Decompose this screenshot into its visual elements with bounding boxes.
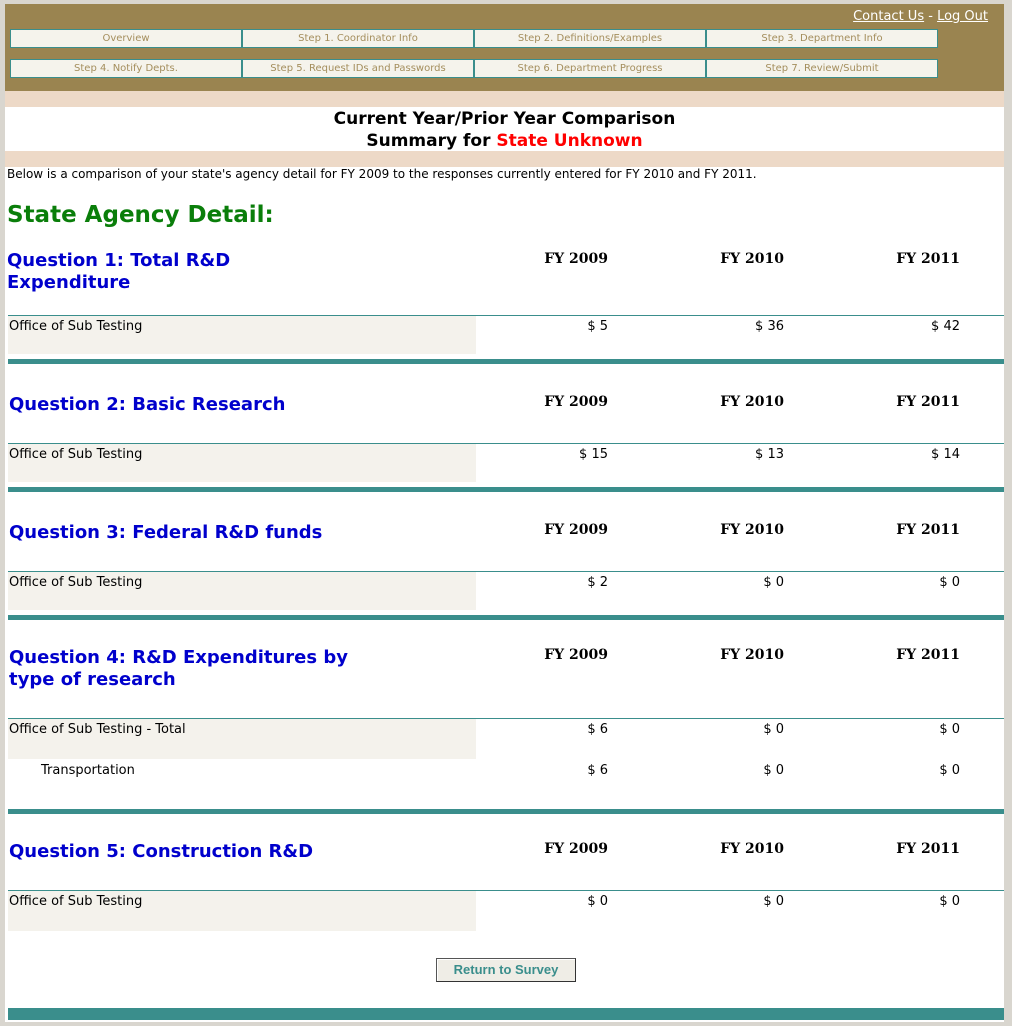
q3-fy2010-header: FY 2010: [720, 522, 784, 538]
q3-value-fy2011: $ 0: [939, 575, 960, 590]
intro-text: Below is a comparison of your state's agency detail for FY 2009 to the responses currently entered for FY 2010 and FY 2011.: [7, 167, 757, 181]
q1-value-fy2009: $ 5: [587, 319, 608, 334]
question-1-title-line1: Question 1: Total R&D: [7, 250, 231, 271]
question-3-title: Question 3: Federal R&D funds: [9, 522, 323, 543]
q2-fy2010-header: FY 2010: [720, 394, 784, 410]
q3-section-divider: [8, 615, 1004, 620]
q4-fy2010-header: FY 2010: [720, 647, 784, 663]
footer-bar: [8, 1008, 1004, 1020]
nav-step1-coordinator-info[interactable]: Step 1. Coordinator Info: [242, 29, 474, 48]
q4-section-divider: [8, 809, 1004, 814]
question-1-title-line2: Expenditure: [7, 272, 131, 293]
q5-row-label: Office of Sub Testing: [9, 894, 143, 909]
q5-value-fy2011: $ 0: [939, 894, 960, 909]
question-4-title: [9, 647, 348, 691]
page-title-line2: [5, 130, 1004, 152]
q4-row-total-label: Office of Sub Testing - Total: [9, 722, 186, 737]
q2-row-label: Office of Sub Testing: [9, 447, 143, 462]
q4-row-transportation-label: Transportation: [41, 763, 135, 778]
header-bar: [5, 4, 1004, 91]
q1-row-label: Office of Sub Testing: [9, 319, 143, 334]
question-2-title: Question 2: Basic Research: [9, 394, 286, 415]
q3-row-label: Office of Sub Testing: [9, 575, 143, 590]
nav-step6-department-progress[interactable]: Step 6. Department Progress: [474, 59, 706, 78]
page-frame: [5, 4, 1004, 1022]
agency-detail-heading: State Agency Detail:: [7, 202, 274, 228]
q4-total-fy2009: $ 6: [587, 722, 608, 737]
state-name: State Unknown: [496, 131, 643, 151]
q2-section-divider: [8, 487, 1004, 492]
q4-fy2011-header: FY 2011: [896, 647, 960, 663]
q4-transportation-fy2009: $ 6: [587, 763, 608, 778]
q5-fy2009-header: FY 2009: [544, 841, 608, 857]
q3-value-fy2010: $ 0: [763, 575, 784, 590]
q2-value-fy2009: $ 15: [579, 447, 608, 462]
nav-step4-notify-depts[interactable]: Step 4. Notify Depts.: [10, 59, 242, 78]
q5-value-fy2009: $ 0: [587, 894, 608, 909]
q3-value-fy2009: $ 2: [587, 575, 608, 590]
q1-fy2010-header: FY 2010: [720, 251, 784, 267]
question-5-title: Question 5: Construction R&D: [9, 841, 314, 862]
top-links: [853, 9, 988, 24]
nav-overview[interactable]: Overview: [10, 29, 242, 48]
q1-value-fy2010: $ 36: [755, 319, 784, 334]
q3-fy2009-header: FY 2009: [544, 522, 608, 538]
contact-us-link[interactable]: Contact Us: [853, 9, 925, 24]
q3-fy2011-header: FY 2011: [896, 522, 960, 538]
title-band-bottom: [5, 151, 1004, 167]
nav-step7-review-submit[interactable]: Step 7. Review/Submit: [706, 59, 938, 78]
q4-transportation-fy2010: $ 0: [763, 763, 784, 778]
nav-step5-request-ids[interactable]: Step 5. Request IDs and Passwords: [242, 59, 474, 78]
q5-fy2011-header: FY 2011: [896, 841, 960, 857]
title-band-top: [5, 91, 1004, 107]
q1-value-fy2011: $ 42: [931, 319, 960, 334]
q4-transportation-fy2011: $ 0: [939, 763, 960, 778]
summary-for-label: Summary for: [366, 131, 491, 151]
question-4-title-line2: type of research: [9, 669, 176, 690]
nav-step3-department-info[interactable]: Step 3. Department Info: [706, 29, 938, 48]
log-out-link[interactable]: Log Out: [937, 9, 988, 24]
nav-step2-definitions[interactable]: Step 2. Definitions/Examples: [474, 29, 706, 48]
q4-fy2009-header: FY 2009: [544, 647, 608, 663]
q2-value-fy2010: $ 13: [755, 447, 784, 462]
q2-fy2011-header: FY 2011: [896, 394, 960, 410]
question-1-title: [7, 250, 230, 294]
q2-fy2009-header: FY 2009: [544, 394, 608, 410]
q4-total-fy2011: $ 0: [939, 722, 960, 737]
q1-fy2011-header: FY 2011: [896, 251, 960, 267]
q5-value-fy2010: $ 0: [763, 894, 784, 909]
link-separator: -: [928, 9, 933, 24]
q1-section-divider: [8, 359, 1004, 364]
q1-fy2009-header: FY 2009: [544, 251, 608, 267]
page-title-line1: Current Year/Prior Year Comparison: [333, 109, 676, 129]
page-title: [5, 108, 1004, 152]
q2-value-fy2011: $ 14: [931, 447, 960, 462]
return-to-survey-button[interactable]: Return to Survey: [436, 958, 576, 982]
q5-fy2010-header: FY 2010: [720, 841, 784, 857]
q4-total-fy2010: $ 0: [763, 722, 784, 737]
question-4-title-line1: Question 4: R&D Expenditures by: [9, 647, 348, 668]
